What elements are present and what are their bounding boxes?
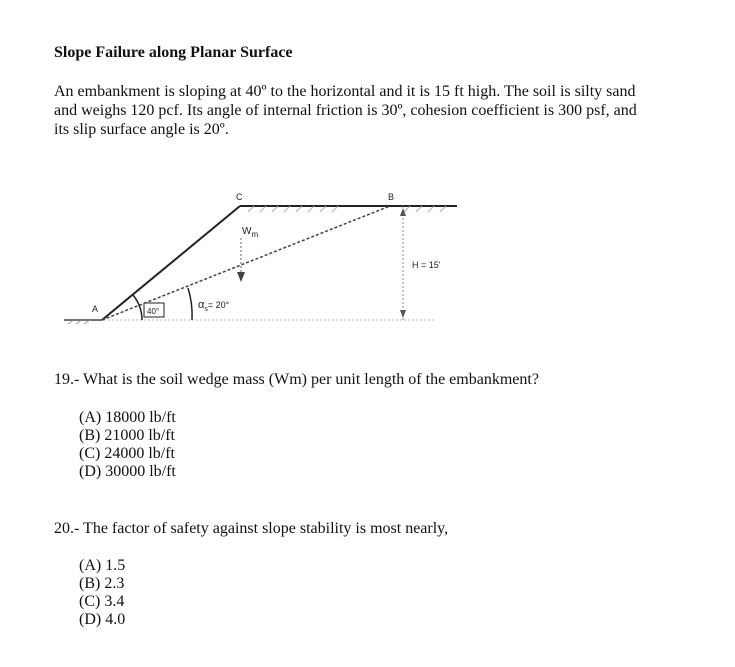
question-19-options: [79, 409, 176, 481]
weight-label: $W_m$: [242, 226, 259, 239]
option-c: (C) 3.4: [79, 593, 125, 610]
problem-statement: An embankment is sloping at 40º to the horizontal and it is 15 ft high. The soil is silty sand and weighs 120 pcf. Its angle of internal friction is 30º, cohesion coefficient is 300 psf, and its slip surface angle is 20º.: [54, 83, 637, 138]
option-a: (A) 18000 lb/ft: [79, 409, 176, 426]
page-title: Slope Failure along Planar Surface: [54, 44, 293, 61]
slip-angle-arc: [188, 288, 192, 320]
option-b: (B) 2.3: [79, 575, 125, 592]
height-label: H = 15': [412, 260, 441, 270]
option-a: (A) 1.5: [79, 557, 126, 574]
option-c: (C) 24000 lb/ft: [79, 445, 175, 462]
label-c: C: [236, 192, 243, 202]
option-d: (D) 4.0: [79, 611, 126, 628]
label-b: B: [388, 192, 395, 202]
question-20-options: [79, 557, 125, 629]
question-19: 19.- What is the soil wedge mass (Wm) per unit length of the embankment?: [54, 371, 539, 388]
slope-angle-arc: [133, 295, 142, 320]
slope-diagram: [64, 186, 464, 336]
label-a: A: [92, 304, 99, 314]
option-d: (D) 30000 lb/ft: [79, 463, 176, 480]
slip-angle-label: $\alpha_s^{= 20^\circ}$: [198, 299, 230, 313]
slope-angle-label: 40°: [147, 307, 160, 316]
question-20: 20.- The factor of safety against slope stability is most nearly,: [54, 520, 449, 537]
option-b: (B) 21000 lb/ft: [79, 427, 175, 444]
